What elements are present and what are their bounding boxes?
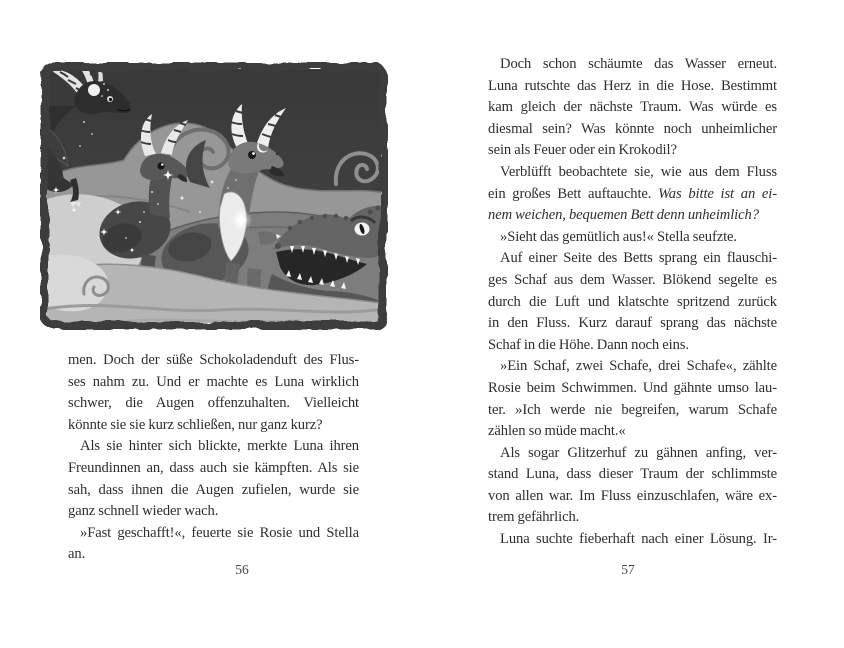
text-line: Verblüfft beobachtete sie, wie aus dem Fluss xyxy=(500,163,777,180)
text-line: zählen so müde macht.« xyxy=(488,423,626,440)
paragraph xyxy=(488,529,777,551)
text-line: schwer, die Augen offenzuhalten. Vielleicht xyxy=(68,395,359,412)
text-line: »Fast geschafft!«, feuerte sie Rosie und Stella xyxy=(80,524,359,541)
text-line: Als sie hinter sich blickte, merkte Luna ihren xyxy=(80,438,359,455)
text-line: in den Fluss. Kurz darauf sprang das nächste xyxy=(488,315,777,332)
text-line: könnte sie sie kurz schließen, nur ganz kurz? xyxy=(68,416,323,433)
text-line: ein großes Bett auftauchte. Was bitte ist an ei- xyxy=(488,185,778,202)
right-page-text xyxy=(488,54,777,551)
illustration-svg xyxy=(40,62,388,330)
right-page-number: 57 xyxy=(621,562,635,577)
text-line: von allen war. Im Fluss einzuschlafen, wäre ex- xyxy=(488,487,777,504)
text-line: ter. »Ich werde nie begreifen, warum Schafe xyxy=(488,401,777,418)
text-line: Auf einer Seite des Betts sprang ein flauschi- xyxy=(500,250,777,267)
text-line: Schaf in die Höhe. Dann noch eins. xyxy=(488,336,689,353)
paragraph xyxy=(68,523,359,566)
text-line: »Sieht das gemütlich aus!« Stella seufzte. xyxy=(500,228,737,245)
text-line: durch die Luft und klatschte spritzend zurück xyxy=(488,293,777,310)
paragraph xyxy=(488,248,777,356)
moon-mark xyxy=(88,84,100,96)
text-line: Doch schon schäumte das Wasser erneut. xyxy=(500,56,777,72)
text-line: stand Luna, dass dieser Traum der schlimmste xyxy=(488,466,777,483)
paragraph xyxy=(488,443,777,529)
text-line: Freundinnen an, dass auch sie kämpften. Als sie xyxy=(68,459,359,476)
text-line: trem gefährlich. xyxy=(488,509,580,526)
text-line: Luna rutschte das Herz in die Hose. Bestimmt xyxy=(488,77,777,94)
left-page-number: 56 xyxy=(235,562,249,577)
left-page-text xyxy=(68,350,359,566)
text-line: Als sogar Glitzerhuf zu gähnen anfing, ver- xyxy=(500,444,777,461)
dragon-front-eye xyxy=(248,151,256,159)
illustration-scene xyxy=(40,62,388,330)
text-line: nem weichen, bequemen Bett denn unheimlich? xyxy=(488,207,759,224)
paragraph xyxy=(488,227,777,249)
text-line: sah, dass ihnen die Augen zufielen, wurde sie xyxy=(68,481,359,498)
paragraph xyxy=(68,436,359,522)
text-line: men. Doch der süße Schokoladenduft des Flus- xyxy=(68,352,359,368)
paragraph xyxy=(488,162,777,227)
paragraph xyxy=(488,356,777,442)
dragon-middle-eye xyxy=(157,162,164,169)
text-line: diesmal sein? Was könnte noch unheimlicher xyxy=(488,120,777,137)
paragraph xyxy=(488,54,777,162)
text-line: »Ein Schaf, zwei Schafe, drei Schafe«, zählte xyxy=(500,358,777,375)
text-line: sein als Feuer oder ein Krokodil? xyxy=(488,142,677,159)
paragraph xyxy=(68,350,359,436)
text-line: ses nahm zu. Und er machte es Luna wirklich xyxy=(68,373,359,390)
text-line: an. xyxy=(68,546,86,563)
text-line: ganz schnell wieder wach. xyxy=(68,503,219,520)
text-line: ges Schaf aus dem Wasser. Blökend segelte es xyxy=(488,271,777,288)
story-illustration xyxy=(40,62,388,330)
text-line: kam gleich der nächste Traum. Was würde es xyxy=(488,99,777,116)
text-line: Luna suchte fieberhaft nach einer Lösung. Ir- xyxy=(500,531,777,548)
text-line: Rosie beim Schwimmen. Und gähnte umso lau- xyxy=(488,379,777,396)
